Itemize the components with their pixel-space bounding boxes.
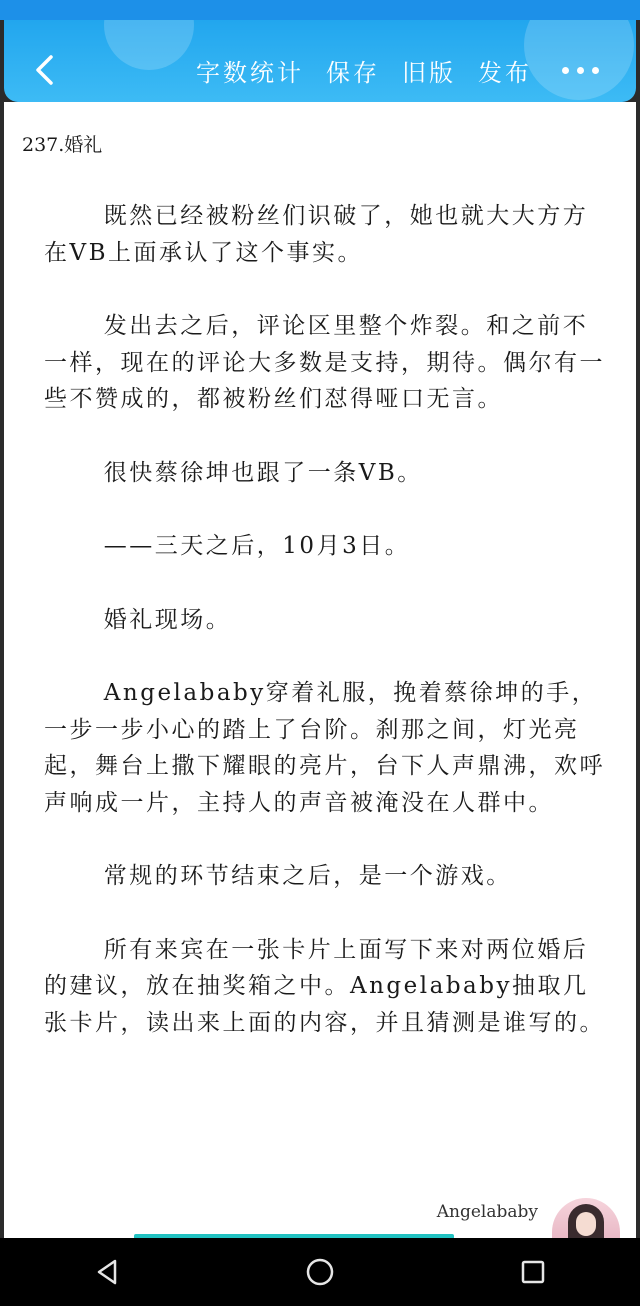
nav-home-button[interactable] xyxy=(290,1242,350,1302)
more-dots-icon[interactable] xyxy=(562,62,602,78)
word-count-button[interactable]: 字数统计 xyxy=(196,58,304,87)
chevron-left-icon xyxy=(33,54,55,86)
nav-back-button[interactable] xyxy=(77,1242,137,1302)
circle-home-icon xyxy=(305,1257,335,1287)
app-header xyxy=(4,20,636,102)
decorative-bubble xyxy=(104,20,194,70)
save-button[interactable]: 保存 xyxy=(326,58,380,87)
paragraph: 所有来宾在一张卡片上面写下来对两位婚后的建议，放在抽奖箱之中。Angelababy抽取几张卡片，读出来上面的内容，并且猜测是谁写的。 xyxy=(44,936,605,1036)
paragraph: 既然已经被粉丝们识破了，她也就大大方方在VB上面承认了这个事实。 xyxy=(44,203,589,266)
chapter-body xyxy=(44,198,610,1078)
publish-button[interactable]: 发布 xyxy=(478,58,532,87)
author-signature xyxy=(437,1198,620,1238)
text-editor[interactable] xyxy=(4,102,636,1238)
triangle-back-icon xyxy=(93,1258,121,1286)
square-recents-icon xyxy=(519,1258,547,1286)
author-name: Angelababy xyxy=(436,1202,538,1222)
avatar[interactable] xyxy=(552,1198,620,1238)
back-button[interactable] xyxy=(26,52,62,88)
paragraph: 发出去之后，评论区里整个炸裂。和之前不一样，现在的评论大多数是支持，期待。偶尔有一些不赞成的，都被粉丝们怼得哑口无言。 xyxy=(44,313,605,412)
decorative-bubble xyxy=(524,20,634,100)
status-bar xyxy=(0,0,640,20)
paragraph: 婚礼现场。 xyxy=(103,606,232,633)
toolbar xyxy=(196,54,532,86)
paragraph: 常规的环节结束之后，是一个游戏。 xyxy=(103,863,512,889)
paragraph: ——三天之后，10月3日。 xyxy=(103,533,411,559)
system-nav-bar xyxy=(0,1238,640,1306)
old-version-button[interactable]: 旧版 xyxy=(402,58,456,87)
paragraph: Angelababy穿着礼服，挽着蔡徐坤的手，一步一步小心的踏上了台阶。刹那之间，灯光亮起，舞台上撒下耀眼的亮片，台下人声鼎沸，欢呼声响成一片，主持人的声音被淹没在人群中。 xyxy=(44,680,605,816)
nav-recents-button[interactable] xyxy=(503,1242,563,1302)
paragraph: 很快蔡徐坤也跟了一条VB。 xyxy=(103,459,423,486)
chapter-title: 237.婚礼 xyxy=(22,134,103,156)
